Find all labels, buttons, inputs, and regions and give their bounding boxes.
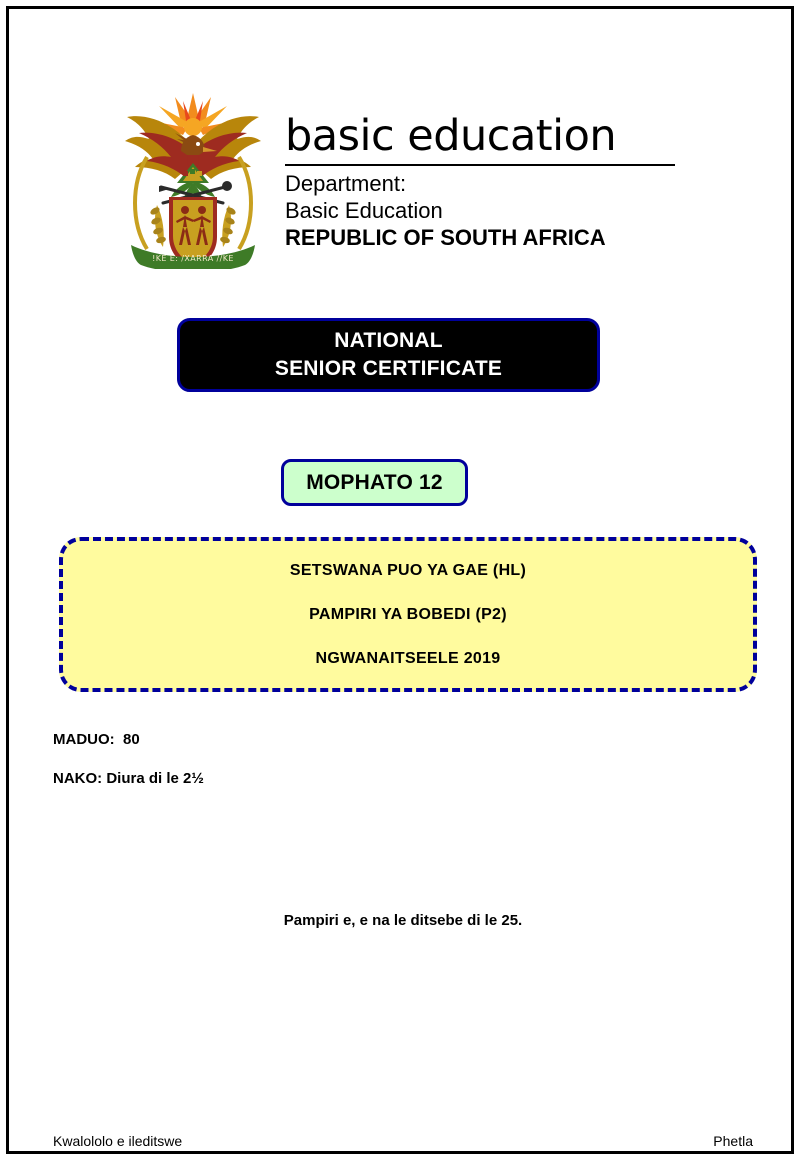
page-footer [53, 1133, 753, 1149]
national-senior-certificate-banner [177, 318, 600, 392]
svg-text:!KE E: /XARRA //KE: !KE E: /XARRA //KE [152, 254, 234, 263]
wordmark-department-name: Basic Education [285, 197, 443, 223]
wordmark-department-label: Department: [285, 171, 407, 196]
exam-session: NGWANAITSEELE 2019 [315, 649, 501, 667]
total-marks: MADUO: 80 [53, 731, 140, 748]
certificate-line-2: SENIOR CERTIFICATE [274, 357, 503, 380]
page-frame [6, 6, 794, 1154]
subject-name: SETSWANA PUO YA GAE (HL) [289, 561, 527, 579]
document-header [113, 79, 683, 269]
footer-turn-over: Phetla [713, 1133, 753, 1149]
south-africa-coat-of-arms-icon [113, 79, 273, 269]
paper-number: PAMPIRI YA BOBEDI (P2) [309, 605, 507, 623]
subject-details-box [59, 537, 757, 692]
grade-badge [281, 459, 468, 506]
footer-copyright: Kwalololo e ileditswe [53, 1133, 183, 1149]
wordmark-country: REPUBLIC OF SOUTH AFRICA [285, 224, 606, 250]
page-count-note: Pampiri e, e na le ditsebe di le 25. [283, 912, 523, 929]
wordmark-divider [285, 164, 675, 166]
page-content [9, 9, 797, 1157]
exam-info-block [53, 732, 553, 810]
basic-education-wordmark [285, 111, 675, 251]
exam-duration: NAKO: Diura di le 2½ [53, 770, 204, 787]
grade-badge-label: MOPHATO 12 [306, 470, 443, 494]
wordmark-title: basic education [285, 111, 617, 161]
certificate-line-1: NATIONAL [334, 329, 443, 353]
